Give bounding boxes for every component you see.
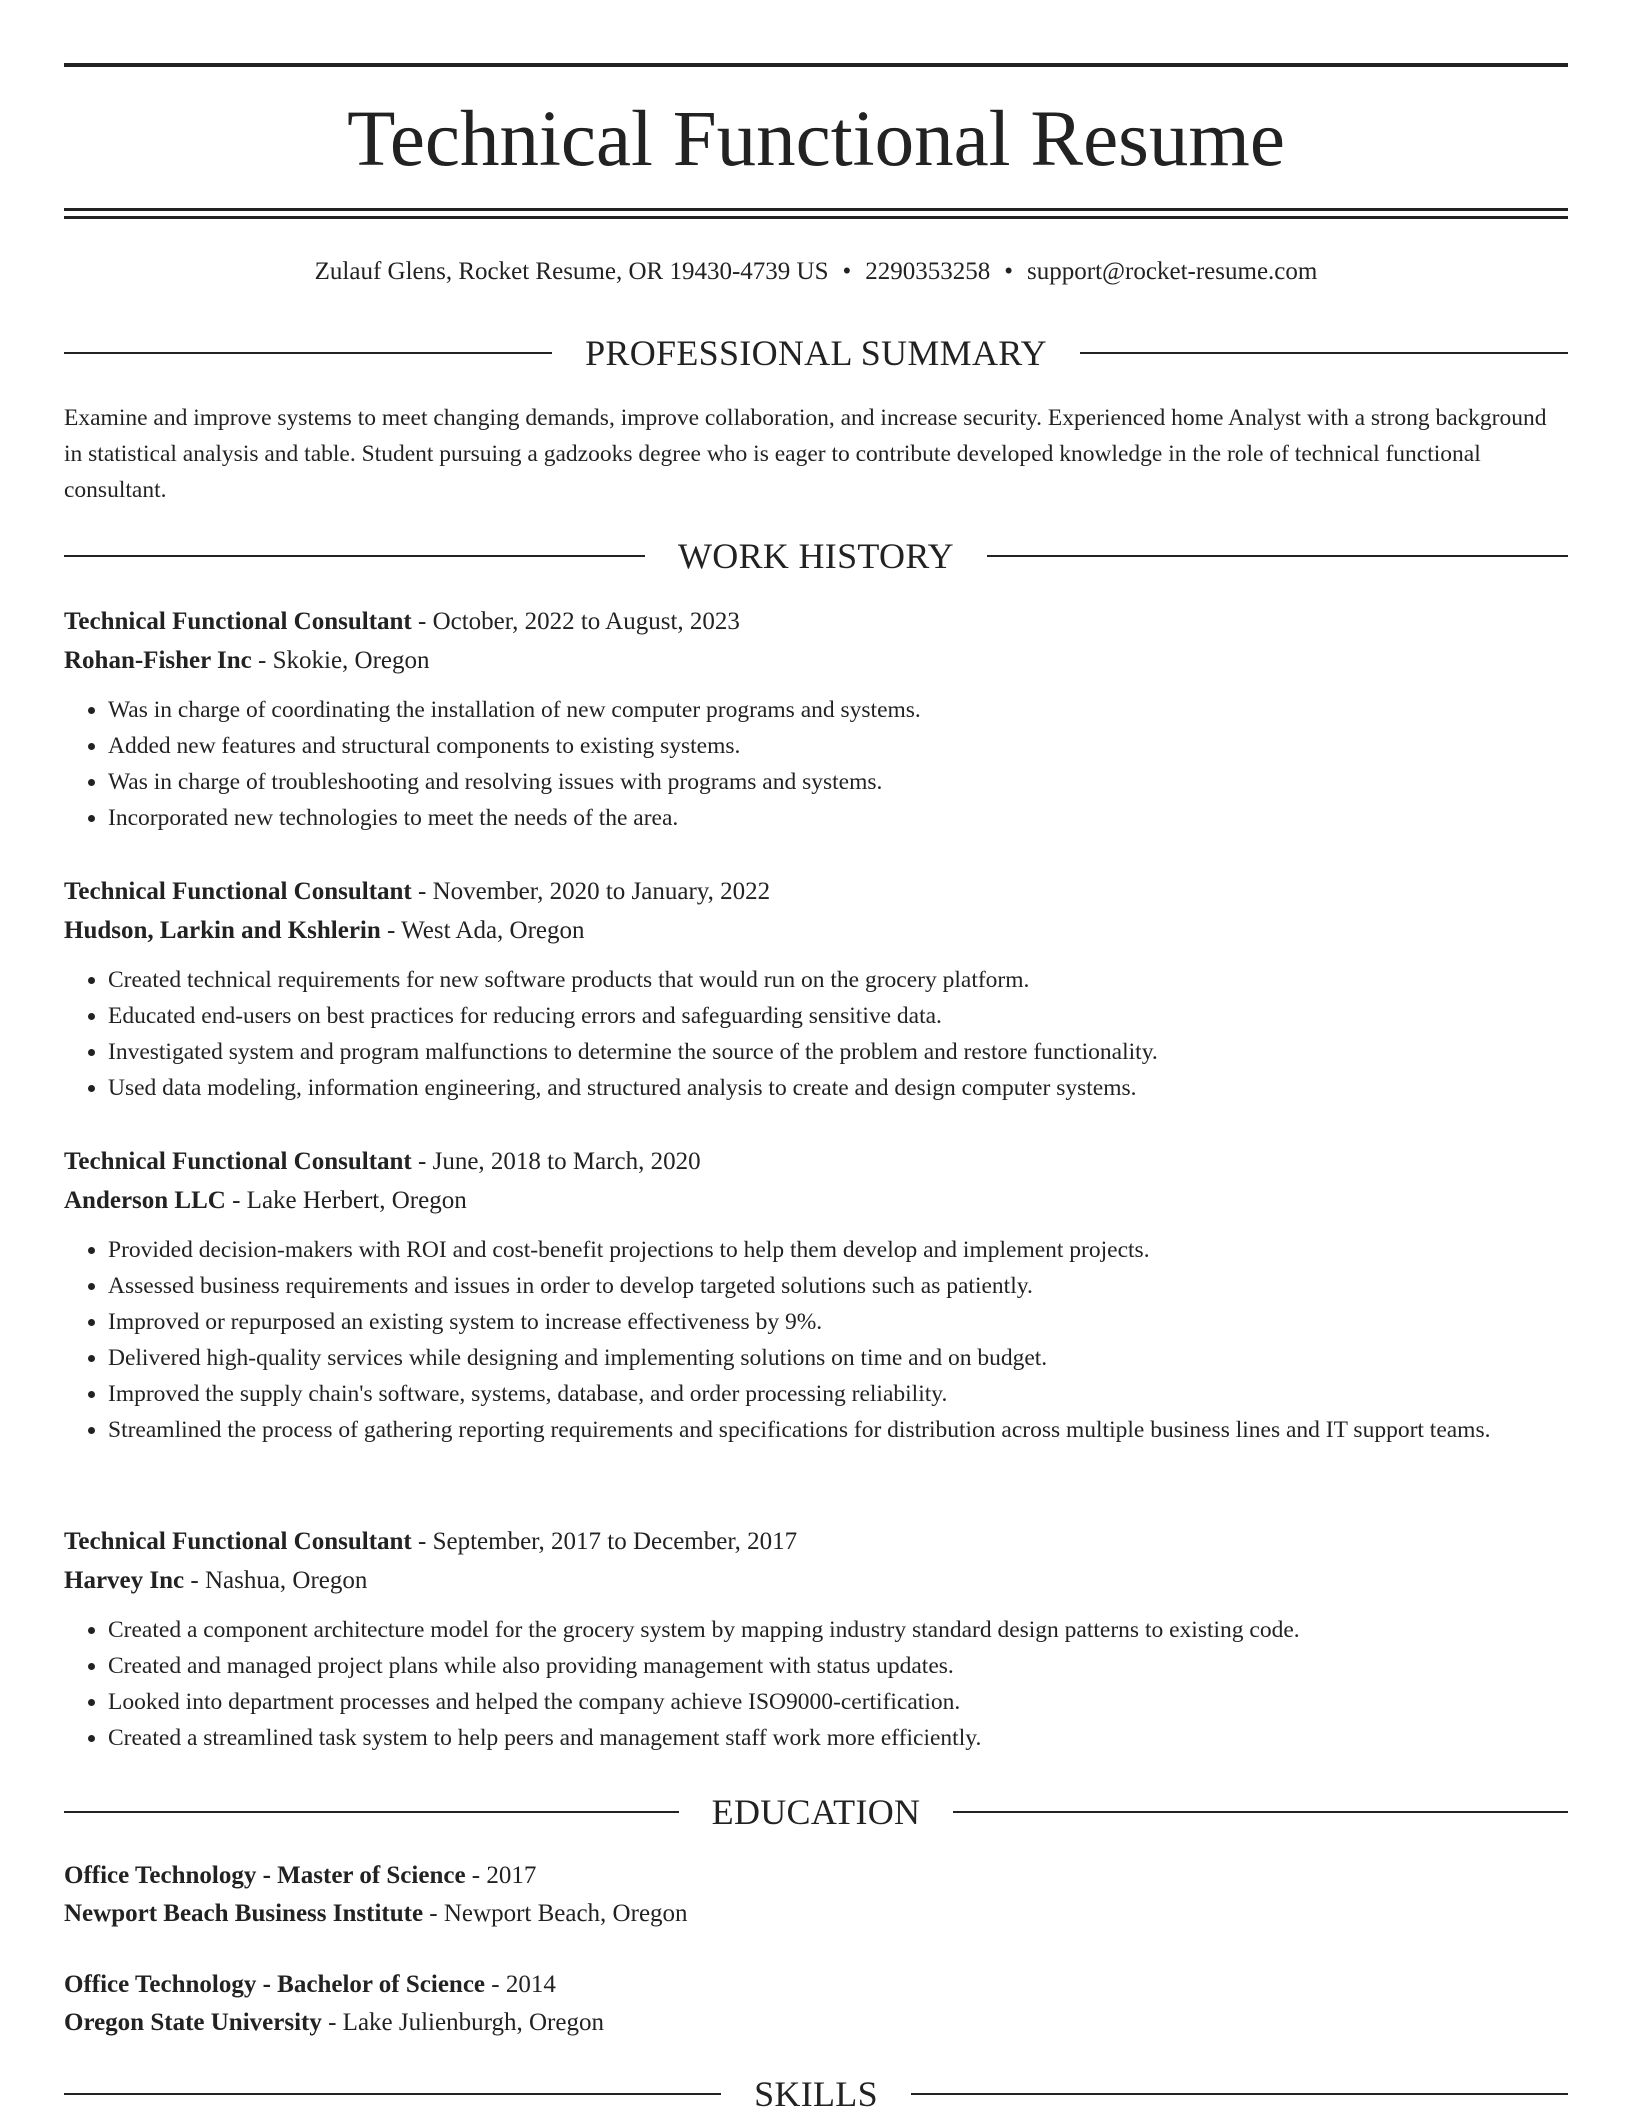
list-item: • Was in charge of coordinating the installation of new computer programs and systems. [108,692,1568,728]
heading-rule-left [64,1811,679,1813]
company-name: Harvey Inc [64,1567,185,1594]
job-dates: - June, 2018 to March, 2020 [411,1148,701,1175]
school-name: Oregon State University [64,2009,322,2036]
list-item: • Delivered high-quality services while designing and implementing solutions on time and on budget. [108,1340,1568,1376]
company-location: - Nashua, Oregon [184,1567,368,1594]
job-title: Technical Functional Consultant [64,608,412,635]
list-item: • Created and managed project plans while also providing management with status updates. [108,1648,1568,1684]
heading-rule-left [64,352,552,354]
job-heading [64,602,1568,641]
education-entry [64,1857,1568,1933]
list-item: • Assessed business requirements and issues in order to develop targeted solutions such as patiently. [108,1268,1568,1304]
contact-phone: 2290353258 [865,258,991,285]
section-heading-summary [64,331,1568,375]
degree-name: Office Technology - Bachelor of Science [64,1971,486,1998]
work-entry [64,1142,1568,1448]
job-employer [64,1561,1568,1600]
job-bullets [64,692,1568,836]
job-title: Technical Functional Consultant [64,1528,412,1555]
heading-rule-right [987,555,1568,557]
list-item: • Used data modeling, information engineering, and structured analysis to create and design computer systems. [108,1070,1568,1106]
company-name: Anderson LLC [64,1187,226,1214]
job-heading [64,1142,1568,1181]
heading-rule-left [64,2093,721,2095]
list-item: • Was in charge of troubleshooting and resolving issues with programs and systems. [108,764,1568,800]
job-title: Technical Functional Consultant [64,1148,412,1175]
list-item: • Created technical requirements for new software products that would run on the grocery platform. [108,962,1568,998]
job-employer [64,911,1568,950]
job-bullets [64,1612,1568,1756]
company-location: - Lake Herbert, Oregon [225,1187,467,1214]
list-item: • Added new features and structural components to existing systems. [108,728,1568,764]
section-heading-work [64,534,1568,578]
job-employer [64,641,1568,680]
list-item: • Streamlined the process of gathering reporting requirements and specifications for distribution across multiple business lines and IT support teams. [108,1412,1568,1448]
list-item: • Incorporated new technologies to meet the needs of the area. [108,800,1568,836]
school-location: - Lake Julienburgh, Oregon [321,2009,604,2036]
list-item: • Educated end-users on best practices for reducing errors and safeguarding sensitive data. [108,998,1568,1034]
degree-heading [64,1857,1568,1895]
section-title: WORK HISTORY [678,536,954,576]
list-item: • Looked into department processes and helped the company achieve ISO9000-certification. [108,1684,1568,1720]
contact-email: support@rocket-resume.com [1027,258,1318,285]
list-item: • Improved the supply chain's software, systems, database, and order processing reliability. [108,1376,1568,1412]
contact-address: Zulauf Glens, Rocket Resume, OR 19430-4739 US [314,258,829,285]
job-bullets [64,1232,1568,1448]
resume-title: Technical Functional Resume [347,96,1285,183]
heading-rule-right [953,1811,1568,1813]
list-item: • Created a component architecture model for the grocery system by mapping industry standard design patterns to existing code. [108,1612,1568,1648]
section-title: EDUCATION [711,1792,921,1832]
school-name: Newport Beach Business Institute [64,1900,424,1927]
contact-separator: • [1004,258,1014,285]
list-item: • Created a streamlined task system to help peers and management staff work more efficiently. [108,1720,1568,1756]
job-title: Technical Functional Consultant [64,878,412,905]
header-bottom-rule [64,208,1568,211]
section-title: PROFESSIONAL SUMMARY [585,333,1047,373]
job-employer [64,1181,1568,1220]
degree-name: Office Technology - Master of Science [64,1862,466,1889]
list-item: • Investigated system and program malfunctions to determine the source of the problem and restore functionality. [108,1034,1568,1070]
company-name: Rohan-Fisher Inc [64,647,252,674]
list-item: • Provided decision-makers with ROI and cost-benefit projections to help them develop and implement projects. [108,1232,1568,1268]
job-dates: - October, 2022 to August, 2023 [411,608,740,635]
education-entry [64,1966,1568,2042]
work-entry [64,602,1568,836]
section-title: SKILLS [754,2074,878,2114]
degree-year: - 2014 [485,1971,556,1998]
work-entry [64,872,1568,1106]
section-heading-skills [64,2072,1568,2116]
job-heading [64,872,1568,911]
school-line [64,2004,1568,2042]
contact-line [64,254,1568,290]
job-dates: - November, 2020 to January, 2022 [411,878,771,905]
job-dates: - September, 2017 to December, 2017 [411,1528,798,1555]
company-location: - West Ada, Oregon [380,917,585,944]
job-bullets [64,962,1568,1106]
section-heading-education [64,1790,1568,1834]
degree-year: - 2017 [465,1862,537,1889]
heading-rule-right [1080,352,1568,354]
heading-rule-left [64,555,645,557]
contact-separator: • [842,258,852,285]
summary-text: Examine and improve systems to meet changing demands, improve collaboration, and increase security. Experienced home Analyst with a strong background in statistical analysis and table. Student pursuing a gadzooks degree who is eager to contribute developed knowledge in the role of technical functional consultant. [64,405,1547,503]
degree-heading [64,1966,1568,2004]
school-location: - Newport Beach, Oregon [423,1900,688,1927]
heading-rule-right [911,2093,1568,2095]
company-location: - Skokie, Oregon [251,647,430,674]
job-heading [64,1522,1568,1561]
header-top-rule [64,63,1568,67]
school-line [64,1895,1568,1933]
company-name: Hudson, Larkin and Kshlerin [64,917,381,944]
header-bottom-rule-second [64,216,1568,219]
work-entry [64,1522,1568,1756]
list-item: • Improved or repurposed an existing system to increase effectiveness by 9%. [108,1304,1568,1340]
